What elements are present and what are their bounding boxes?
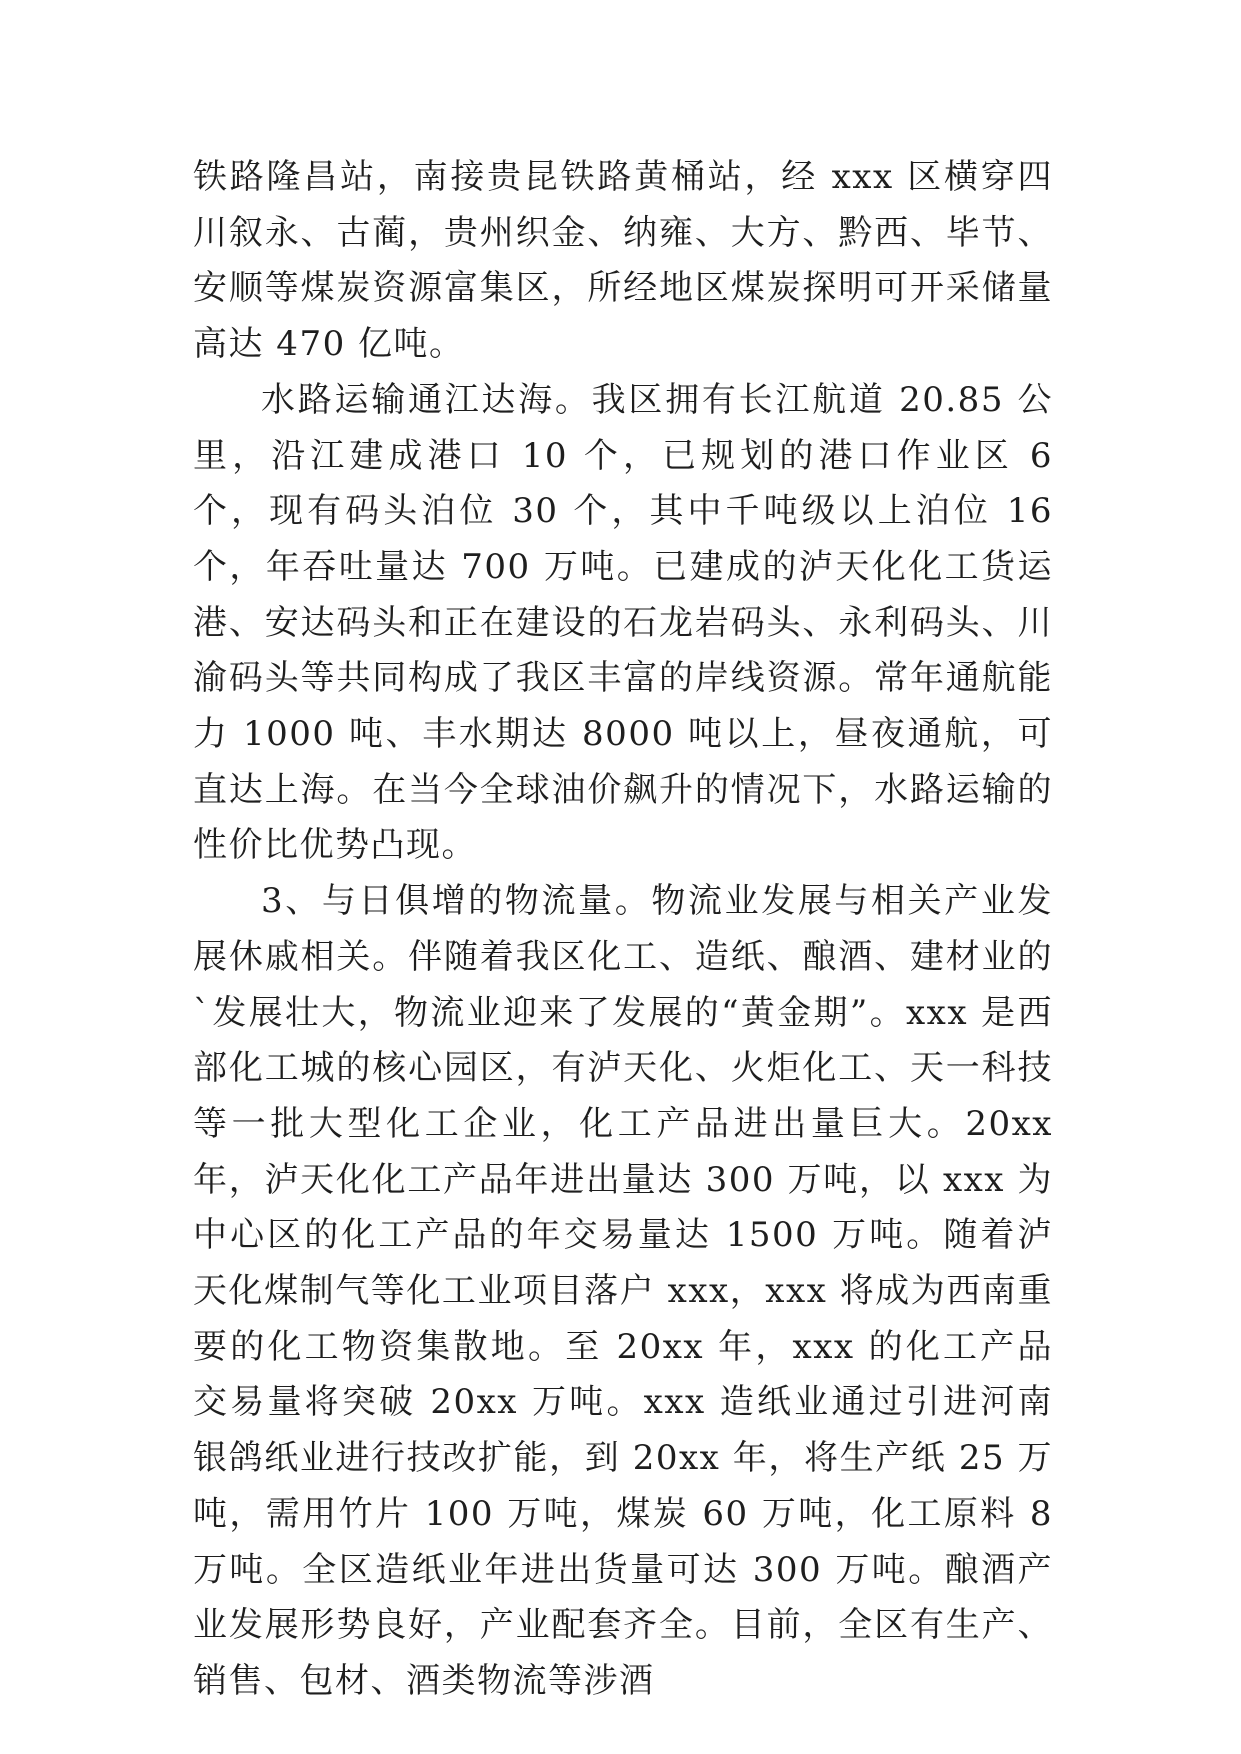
paragraph-logistics-volume: 3、与日俱增的物流量。物流业发展与相关产业发展休戚相关。伴随着我区化工、造纸、酿酒、建材业的`发展壮大，物流业迎来了发展的“黄金期”。xxx 是西部化工城的核心园区，有泸天化、火炬化工、天一科技等一批大型化工企业，化工产品进出量巨大。20xx 年，泸天化化工产品年进出量达 300 万吨，以 xxx 为中心区的化工产品的年交易量达 1500 万吨。随着泸天化煤制气等化工业项目落户 xxx，xxx 将成为西南重要的化工物资集散地。至 20xx 年，xxx 的化工产品交易量将突破 20xx 万吨。xxx 造纸业通过引进河南银鸽纸业进行技改扩能，到 20xx 年，将生产纸 25 万吨，需用竹片 100 万吨，煤炭 60 万吨，化工原料 8 万吨。全区造纸业年进出货量可达 300 万吨。酿酒产业发展形势良好，产业配套齐全。目前，全区有生产、销售、包材、酒类物流等涉酒	[193, 881, 1053, 1701]
paragraph-railway-continuation: 铁路隆昌站，南接贵昆铁路黄桶站，经 xxx 区横穿四川叙永、古蔺，贵州织金、纳雍、大方、黔西、毕节、安顺等煤炭资源富集区，所经地区煤炭探明可开采储量高达 470 亿吨。	[193, 157, 1053, 365]
paragraph-waterway-transport: 水路运输通江达海。我区拥有长江航道 20.85 公里，沿江建成港口 10 个，已规划的港口作业区 6 个，现有码头泊位 30 个，其中千吨级以上泊位 16 个，年吞吐量达 700 万吨。已建成的泸天化化工货运港、安达码头和正在建设的石龙岩码头、永利码头、川渝码头等共同构成了我区丰富的岸线资源。常年通航能力 1000 吨、丰水期达 8000 吨以上，昼夜通航，可直达上海。在当今全球油价飙升的情况下，水路运输的性价比优势凸现。	[193, 379, 1053, 866]
document-body	[193, 150, 1053, 1710]
